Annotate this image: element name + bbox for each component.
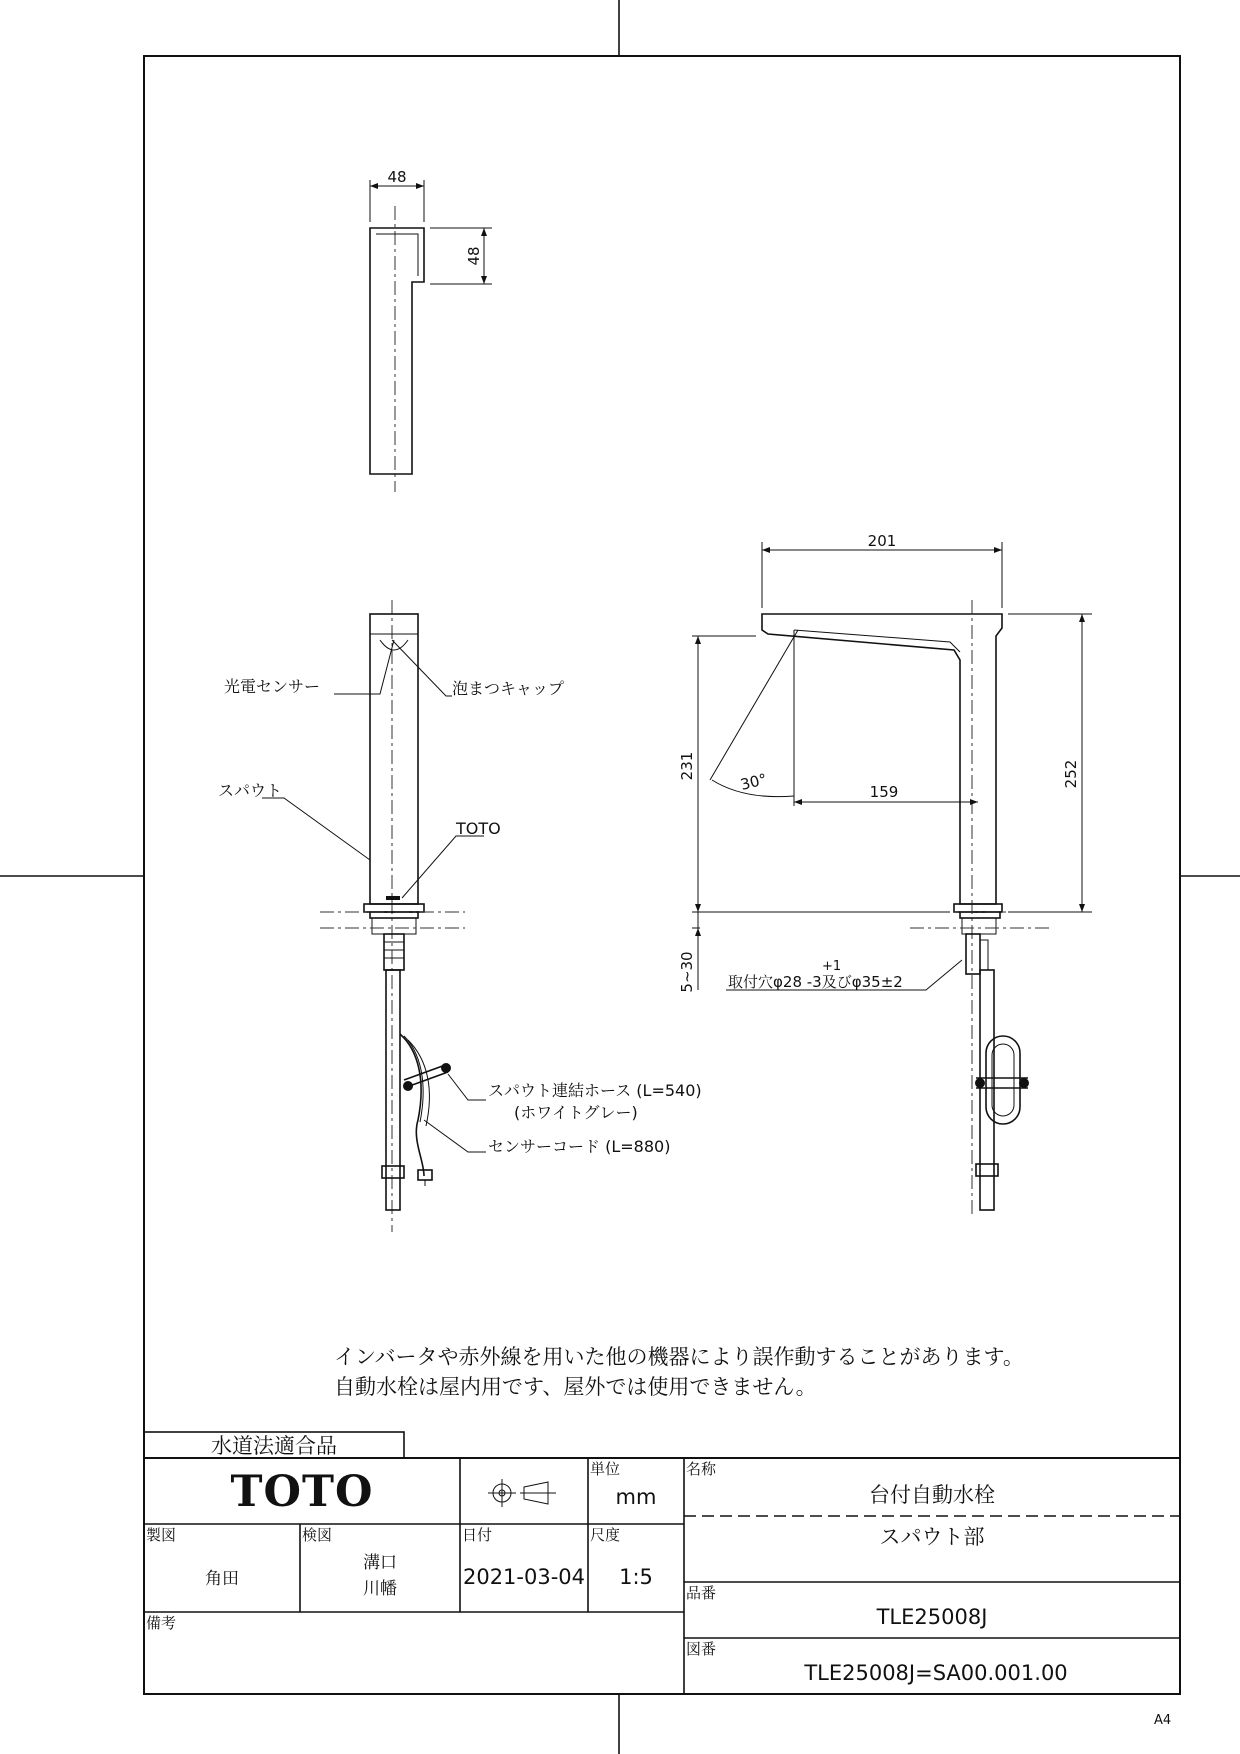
name-value: 台付自動水栓 [869, 1483, 995, 1507]
drawn-value: 角田 [205, 1569, 239, 1589]
label-hose: スパウト連結ホース (L=540) [488, 1081, 702, 1100]
note-line-2: 自動水栓は屋内用です、屋外では使用できません。 [334, 1375, 817, 1399]
drawing-no-label: 図番 [686, 1640, 717, 1658]
checked-value-2: 川幡 [363, 1579, 397, 1599]
scale-value: 1:5 [619, 1565, 653, 1589]
dim-mounting-hole: 取付穴φ28 -3及びφ35±2 [728, 973, 903, 991]
unit-value: mm [615, 1485, 657, 1509]
label-sensor-cord: センサーコード (L=880) [488, 1137, 671, 1156]
dim-overall-height: 252 [1062, 759, 1080, 789]
scale-label: 尺度 [590, 1526, 621, 1544]
top-view [370, 168, 492, 492]
part-no-label: 品番 [686, 1584, 717, 1602]
checked-label: 検図 [302, 1526, 333, 1544]
label-photo-sensor: 光電センサー [224, 677, 321, 696]
label-spout: スパウト [218, 781, 283, 800]
unit-label: 単位 [590, 1460, 621, 1478]
part-no-value: TLE25008J [876, 1605, 988, 1629]
label-brand-mark: TOTO [456, 819, 501, 838]
checked-value-1: 溝口 [363, 1553, 397, 1573]
side-view-dimensions [692, 542, 1092, 990]
date-value: 2021-03-04 [462, 1565, 586, 1589]
drawing-no-value: TLE25008J=SA00.001.00 [804, 1661, 1068, 1685]
front-view [320, 600, 465, 1232]
label-hose-color: (ホワイトグレー) [514, 1103, 638, 1122]
dim-overall-length: 201 [867, 532, 897, 550]
subname-value: スパウト部 [879, 1525, 985, 1549]
label-aerator-cap: 泡まつキャップ [452, 679, 565, 698]
remarks-label: 備考 [146, 1614, 177, 1632]
certification: 水道法適合品 [211, 1434, 337, 1458]
name-label: 名称 [686, 1460, 717, 1478]
company-logo: TOTO [230, 1467, 374, 1517]
date-label: 日付 [462, 1526, 493, 1544]
drawn-label: 製図 [146, 1526, 177, 1544]
paper-size: A4 [1154, 1713, 1172, 1728]
dim-height-to-outlet: 231 [678, 751, 696, 781]
dim-top-width: 48 [387, 168, 407, 186]
dim-top-depth: 48 [465, 246, 483, 266]
side-view [710, 600, 1050, 1214]
front-view-leaders [262, 640, 486, 1152]
dim-sensor-angle: 30° [738, 769, 769, 794]
note-line-1: インバータや赤外線を用いた他の機器により誤作動することがあります。 [334, 1345, 1024, 1369]
dim-deck-thickness: 5~30 [678, 951, 696, 993]
dim-reach: 159 [869, 783, 899, 801]
dim-mounting-hole-tol: +1 [822, 959, 842, 974]
